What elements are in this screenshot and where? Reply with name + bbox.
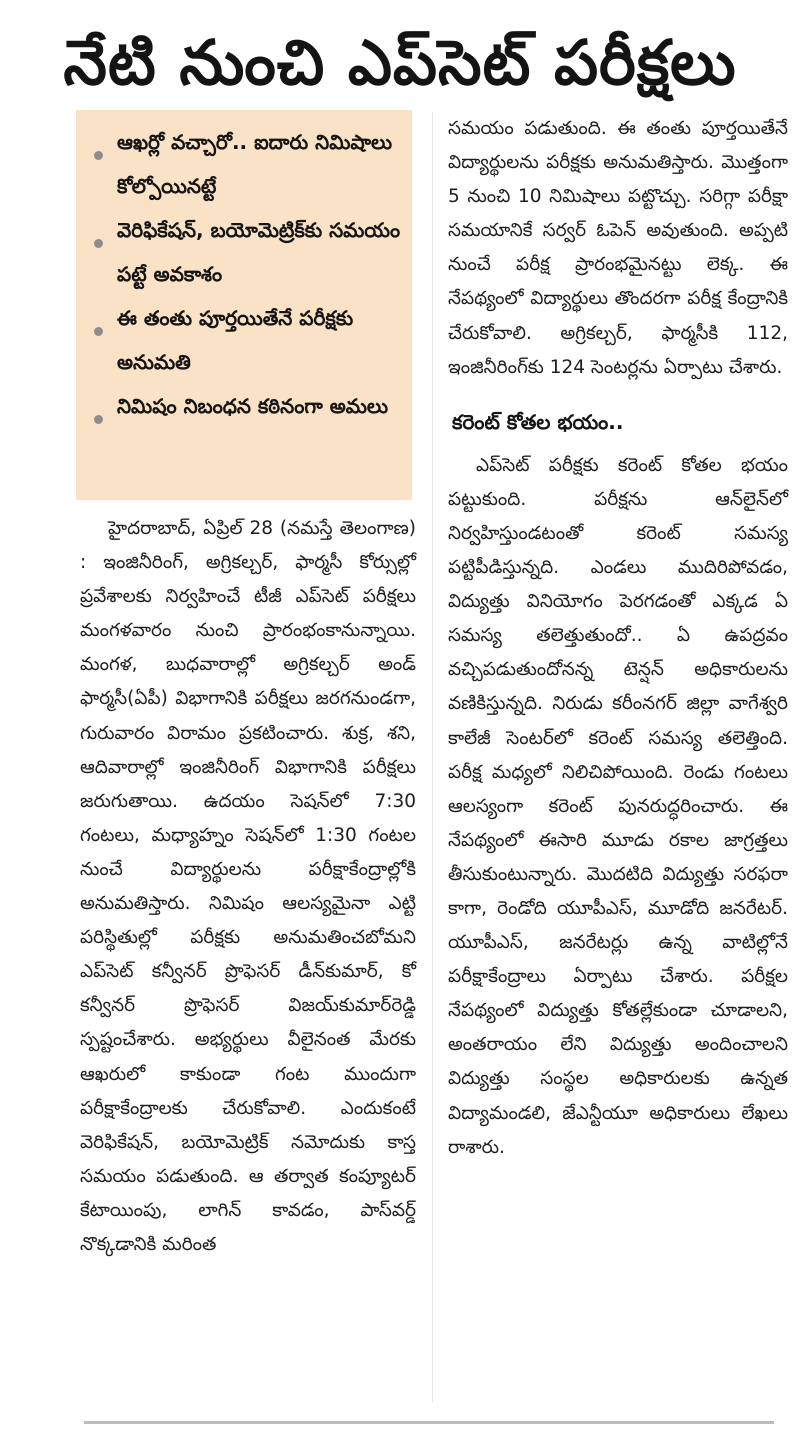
highlight-item (94, 384, 404, 428)
column-divider (432, 112, 433, 1402)
highlight-item (94, 296, 404, 384)
body-paragraph: ఎప్‌సెట్ పరీక్షకు కరెంట్ కోతల భయం పట్టుకుంది. పరీక్షను ఆన్‌లైన్‌లో నిర్వహిస్తుండటంతో కరెంట్ సమస్య పట్టిపీడిస్తున్నది. ఎండలు ముదిరిపోవడం, విద్యుత్తు వినియోగం పెరగడంతో ఎక్కడ ఏ సమస్య తలెత్తుతుందో.. ఏ ఉపద్రవం వచ్చిపడుతుందోనన్న టెన్షన్ అధికారులను వణికిస్తున్నది. నిరుడు కరీంనగర్ జిల్లా వాగేశ్వరి కాలేజీ సెంటర్‌లో కరెంట్ సమస్య తలెత్తింది. పరీక్ష మధ్యలో నిలిచిపోయింది. రెండు గంటలు ఆలస్యంగా కరెంట్ పునరుద్ధరించారు. ఈ నేపథ్యంలో ఈసారి మూడు రకాల జాగ్రత్తలు తీసుకుంటున్నారు. మొదటిది విద్యుత్తు సరఫరా కాగా, రెండోది యూపీఎస్, మూడోది జనరేటర్. యూపీఎస్, జనరేటర్లు ఉన్న వాటిల్లోనే పరీక్షాకేంద్రాలు ఏర్పాటు చేశారు. పరీక్షల నేపథ్యంలో విద్యుత్తు కోతల్లేకుండా చూడాలని, అంతరాయం లేని విద్యుత్తు అందించాలని విద్యుత్తు సంస్థల అధికారులకు ఉన్నత విద్యామండలి, జేఎన్టీయూ అధికారులు లేఖలు రాశారు. (448, 454, 788, 1158)
bullet-icon (94, 151, 103, 160)
subheading: కరెంట్ కోతల భయం.. (452, 409, 624, 434)
left-column (80, 512, 416, 1262)
headline: నేటి నుంచి ఎప్‌సెట్ పరీక్షలు (63, 26, 737, 99)
bullet-icon (94, 239, 103, 248)
highlight-text: ఈ తంతు పూర్తయితేనే పరీక్షకు అనుమతి (117, 306, 354, 374)
body-paragraph-continued: సమయం పడుతుంది. ఈ తంతు పూర్తయితేనే విద్యార్థులను పరీక్షకు అనుమతిస్తారు. మొత్తంగా 5 నుంచి 10 నిమిషాలు పట్టొచ్చు. సరిగ్గా పరీక్షా సమయానికే సర్వర్ ఓపెన్ అవుతుంది. అప్పటి నుంచే పరీక్ష ప్రారంభమైనట్టు లెక్క. ఈ నేపథ్యంలో విద్యార్థులు తొందరగా పరీక్ష కేంద్రానికి చేరుకోవాలి. అగ్రికల్చర్, ఫార్మసీకి 112, ఇంజినీరింగ్‌కు 124 సెంటర్లను ఏర్పాటు చేశారు. (448, 118, 788, 378)
right-column (448, 112, 788, 1165)
bottom-rule (84, 1421, 774, 1424)
highlights-box (76, 110, 412, 500)
body-paragraph: హైదరాబాద్, ఏప్రిల్ 28 (నమస్తే తెలంగాణ) : ఇంజినీరింగ్, అగ్రికల్చర్, ఫార్మసీ కోర్సుల్లో ప్రవేశాలకు నిర్వహించే టీజీ ఎప్‌సెట్ పరీక్షలు మంగళవారం నుంచి ప్రారంభంకానున్నాయి. మంగళ, బుధవారాల్లో అగ్రికల్చర్ అండ్ ఫార్మసీ(ఏపీ) విభాగానికి పరీక్షలు జరగనుండగా, గురువారం విరామం ప్రకటించారు. శుక్ర, శని, ఆదివారాల్లో ఇంజినీరింగ్ విభాగానికి పరీక్షలు జరుగుతాయి. ఉదయం సెషన్‌లో 7:30 గంటలు, మధ్యాహ్నం సెషన్‌లో 1:30 గంటల నుంచే విద్యార్థులను పరీక్షాకేంద్రాల్లోకి అనుమతిస్తారు. నిమిషం ఆలస్యమైనా ఎట్టి పరిస్థితుల్లో పరీక్షకు అనుమతించబోమని ఎప్‌సెట్ కన్వీనర్ ప్రొఫెసర్ డీన్‌కుమార్, కో కన్వీనర్ ప్రొఫెసర్ విజయ్‌కుమార్‌రెడ్డి స్పష్టంచేశారు. అభ్యర్థులు వీలైనంత మేరకు ఆఖరులో కాకుండా గంట ముందుగా పరీక్షాకేంద్రాలకు చేరుకోవాలి. ఎందుకంటే వెరిఫికేషన్, బయోమెట్రిక్ నమోదుకు కాస్త సమయం పడుతుంది. ఆ తర్వాత కంప్యూటర్ కేటాయింపు, లాగిన్ కావడం, పాస్‌వర్డ్ నొక్కడానికి మరింత (80, 518, 416, 1255)
highlight-text: నిమిషం నిబంధన కఠినంగా అమలు (117, 394, 388, 418)
highlight-item (94, 208, 404, 296)
bullet-icon (94, 415, 103, 424)
highlight-item (94, 120, 404, 208)
bullet-icon (94, 327, 103, 336)
highlight-text: వెరిఫికేషన్, బయోమెట్రిక్‌కు సమయం పట్టే అవకాశం (117, 218, 401, 286)
highlight-text: ఆఖర్లో వచ్చారో.. ఐదారు నిమిషాలు కోల్పోయినట్టే (117, 130, 393, 198)
